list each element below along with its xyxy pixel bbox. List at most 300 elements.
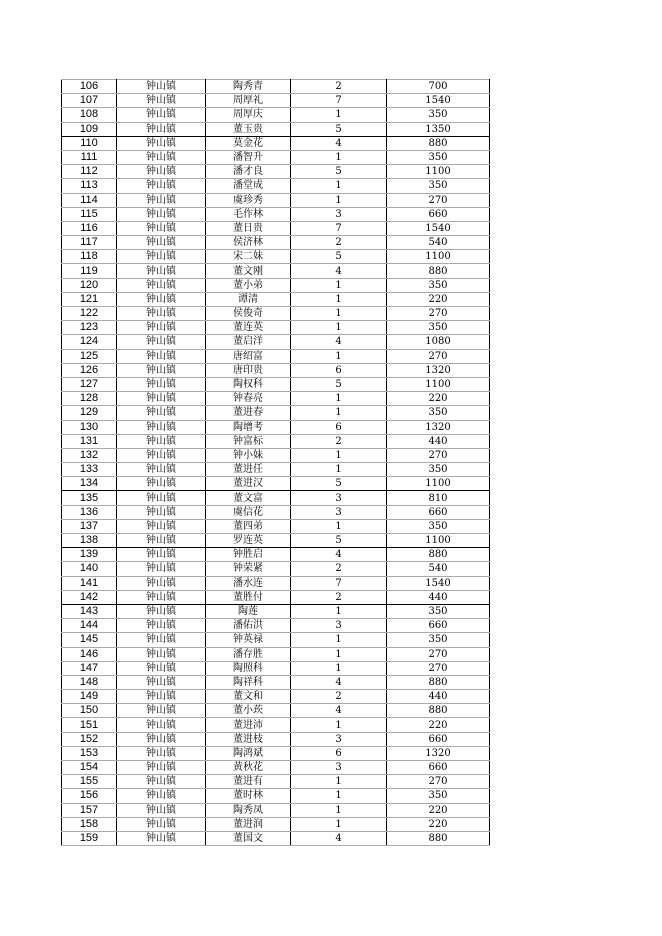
count-cell: 5 xyxy=(291,165,387,179)
amount-cell: 440 xyxy=(387,690,490,704)
row-number-cell: 120 xyxy=(62,278,117,292)
amount-cell: 350 xyxy=(387,789,490,803)
name-cell: 宋二妹 xyxy=(206,250,291,264)
town-cell: 钟山镇 xyxy=(117,236,206,250)
row-number-cell: 138 xyxy=(62,534,117,548)
amount-cell: 350 xyxy=(387,108,490,122)
name-cell: 董小莰 xyxy=(206,704,291,718)
table-row xyxy=(62,519,490,533)
count-cell: 3 xyxy=(291,207,387,221)
name-cell: 董连英 xyxy=(206,321,291,335)
row-number-cell: 118 xyxy=(62,250,117,264)
name-cell: 陶莲 xyxy=(206,604,291,618)
name-cell: 董启洋 xyxy=(206,335,291,349)
table-row xyxy=(62,448,490,462)
row-number-cell: 128 xyxy=(62,392,117,406)
table-row xyxy=(62,704,490,718)
count-cell: 1 xyxy=(291,349,387,363)
town-cell: 钟山镇 xyxy=(117,505,206,519)
name-cell: 潘佑洪 xyxy=(206,619,291,633)
name-cell: 谭清 xyxy=(206,292,291,306)
name-cell: 董时林 xyxy=(206,789,291,803)
amount-cell: 1100 xyxy=(387,250,490,264)
name-cell: 潘堂成 xyxy=(206,179,291,193)
amount-cell: 270 xyxy=(387,661,490,675)
table-row xyxy=(62,718,490,732)
town-cell: 钟山镇 xyxy=(117,817,206,831)
table-row xyxy=(62,221,490,235)
name-cell: 钟英禄 xyxy=(206,633,291,647)
table-row xyxy=(62,236,490,250)
table-row xyxy=(62,633,490,647)
town-cell: 钟山镇 xyxy=(117,335,206,349)
amount-cell: 350 xyxy=(387,321,490,335)
name-cell: 董小弟 xyxy=(206,278,291,292)
name-cell: 潘存胜 xyxy=(206,647,291,661)
count-cell: 2 xyxy=(291,562,387,576)
town-cell: 钟山镇 xyxy=(117,321,206,335)
count-cell: 1 xyxy=(291,278,387,292)
town-cell: 钟山镇 xyxy=(117,250,206,264)
row-number-cell: 113 xyxy=(62,179,117,193)
name-cell: 董进春 xyxy=(206,406,291,420)
name-cell: 钟春亮 xyxy=(206,392,291,406)
town-cell: 钟山镇 xyxy=(117,122,206,136)
count-cell: 5 xyxy=(291,377,387,391)
count-cell: 1 xyxy=(291,647,387,661)
count-cell: 5 xyxy=(291,122,387,136)
count-cell: 1 xyxy=(291,150,387,164)
row-number-cell: 108 xyxy=(62,108,117,122)
table-row xyxy=(62,108,490,122)
row-number-cell: 136 xyxy=(62,505,117,519)
row-number-cell: 116 xyxy=(62,221,117,235)
table-row xyxy=(62,278,490,292)
name-cell: 陶增考 xyxy=(206,420,291,434)
count-cell: 1 xyxy=(291,307,387,321)
town-cell: 钟山镇 xyxy=(117,392,206,406)
table-row xyxy=(62,80,490,94)
table-row xyxy=(62,576,490,590)
amount-cell: 1100 xyxy=(387,477,490,491)
name-cell: 虞珍秀 xyxy=(206,193,291,207)
amount-cell: 1540 xyxy=(387,94,490,108)
town-cell: 钟山镇 xyxy=(117,831,206,845)
town-cell: 钟山镇 xyxy=(117,604,206,618)
row-number-cell: 122 xyxy=(62,307,117,321)
amount-cell: 660 xyxy=(387,207,490,221)
table-row xyxy=(62,136,490,150)
town-cell: 钟山镇 xyxy=(117,519,206,533)
count-cell: 6 xyxy=(291,420,387,434)
count-cell: 1 xyxy=(291,718,387,732)
row-number-cell: 119 xyxy=(62,264,117,278)
count-cell: 1 xyxy=(291,292,387,306)
amount-cell: 880 xyxy=(387,136,490,150)
table-row xyxy=(62,150,490,164)
name-cell: 钟富标 xyxy=(206,434,291,448)
amount-cell: 350 xyxy=(387,278,490,292)
amount-cell: 220 xyxy=(387,292,490,306)
name-cell: 陶权科 xyxy=(206,377,291,391)
name-cell: 董日贵 xyxy=(206,221,291,235)
count-cell: 4 xyxy=(291,704,387,718)
table-row xyxy=(62,420,490,434)
table-row xyxy=(62,307,490,321)
name-cell: 莫金花 xyxy=(206,136,291,150)
amount-cell: 270 xyxy=(387,775,490,789)
amount-cell: 660 xyxy=(387,761,490,775)
spreadsheet-table xyxy=(61,79,490,846)
row-number-cell: 144 xyxy=(62,619,117,633)
town-cell: 钟山镇 xyxy=(117,207,206,221)
town-cell: 钟山镇 xyxy=(117,292,206,306)
count-cell: 3 xyxy=(291,491,387,505)
table-row xyxy=(62,647,490,661)
row-number-cell: 146 xyxy=(62,647,117,661)
town-cell: 钟山镇 xyxy=(117,406,206,420)
table-row xyxy=(62,335,490,349)
count-cell: 7 xyxy=(291,576,387,590)
amount-cell: 880 xyxy=(387,704,490,718)
row-number-cell: 142 xyxy=(62,590,117,604)
amount-cell: 540 xyxy=(387,562,490,576)
table-row xyxy=(62,377,490,391)
town-cell: 钟山镇 xyxy=(117,690,206,704)
town-cell: 钟山镇 xyxy=(117,264,206,278)
town-cell: 钟山镇 xyxy=(117,377,206,391)
row-number-cell: 139 xyxy=(62,548,117,562)
amount-cell: 270 xyxy=(387,193,490,207)
row-number-cell: 107 xyxy=(62,94,117,108)
table-row xyxy=(62,165,490,179)
town-cell: 钟山镇 xyxy=(117,136,206,150)
amount-cell: 1320 xyxy=(387,746,490,760)
name-cell: 潘智升 xyxy=(206,150,291,164)
name-cell: 董文富 xyxy=(206,491,291,505)
amount-cell: 810 xyxy=(387,491,490,505)
row-number-cell: 141 xyxy=(62,576,117,590)
row-number-cell: 157 xyxy=(62,803,117,817)
row-number-cell: 155 xyxy=(62,775,117,789)
amount-cell: 350 xyxy=(387,463,490,477)
amount-cell: 660 xyxy=(387,505,490,519)
row-number-cell: 114 xyxy=(62,193,117,207)
table-row xyxy=(62,406,490,420)
table-row xyxy=(62,690,490,704)
row-number-cell: 126 xyxy=(62,363,117,377)
table-row xyxy=(62,264,490,278)
amount-cell: 1320 xyxy=(387,420,490,434)
table-row xyxy=(62,292,490,306)
count-cell: 7 xyxy=(291,221,387,235)
town-cell: 钟山镇 xyxy=(117,590,206,604)
row-number-cell: 132 xyxy=(62,448,117,462)
table-row xyxy=(62,562,490,576)
row-number-cell: 149 xyxy=(62,690,117,704)
row-number-cell: 137 xyxy=(62,519,117,533)
amount-cell: 880 xyxy=(387,264,490,278)
name-cell: 陶祥科 xyxy=(206,675,291,689)
count-cell: 1 xyxy=(291,789,387,803)
row-number-cell: 115 xyxy=(62,207,117,221)
count-cell: 3 xyxy=(291,505,387,519)
count-cell: 1 xyxy=(291,108,387,122)
count-cell: 2 xyxy=(291,236,387,250)
town-cell: 钟山镇 xyxy=(117,619,206,633)
table-row xyxy=(62,207,490,221)
name-cell: 董进润 xyxy=(206,817,291,831)
name-cell: 董进沛 xyxy=(206,718,291,732)
count-cell: 5 xyxy=(291,534,387,548)
town-cell: 钟山镇 xyxy=(117,775,206,789)
count-cell: 2 xyxy=(291,434,387,448)
amount-cell: 270 xyxy=(387,307,490,321)
row-number-cell: 147 xyxy=(62,661,117,675)
table-row xyxy=(62,94,490,108)
town-cell: 钟山镇 xyxy=(117,732,206,746)
town-cell: 钟山镇 xyxy=(117,94,206,108)
town-cell: 钟山镇 xyxy=(117,803,206,817)
table-row xyxy=(62,505,490,519)
name-cell: 虞信花 xyxy=(206,505,291,519)
count-cell: 5 xyxy=(291,477,387,491)
table-row xyxy=(62,675,490,689)
count-cell: 4 xyxy=(291,264,387,278)
row-number-cell: 112 xyxy=(62,165,117,179)
row-number-cell: 140 xyxy=(62,562,117,576)
amount-cell: 880 xyxy=(387,831,490,845)
amount-cell: 1100 xyxy=(387,534,490,548)
name-cell: 钟胜启 xyxy=(206,548,291,562)
amount-cell: 540 xyxy=(387,236,490,250)
table-row xyxy=(62,590,490,604)
amount-cell: 220 xyxy=(387,392,490,406)
row-number-cell: 111 xyxy=(62,150,117,164)
count-cell: 1 xyxy=(291,392,387,406)
row-number-cell: 148 xyxy=(62,675,117,689)
town-cell: 钟山镇 xyxy=(117,363,206,377)
amount-cell: 220 xyxy=(387,817,490,831)
town-cell: 钟山镇 xyxy=(117,761,206,775)
name-cell: 陶照科 xyxy=(206,661,291,675)
table-row xyxy=(62,122,490,136)
amount-cell: 220 xyxy=(387,803,490,817)
count-cell: 3 xyxy=(291,732,387,746)
table-row xyxy=(62,746,490,760)
row-number-cell: 124 xyxy=(62,335,117,349)
name-cell: 唐印贵 xyxy=(206,363,291,377)
table-row xyxy=(62,392,490,406)
name-cell: 董文和 xyxy=(206,690,291,704)
table-row xyxy=(62,321,490,335)
name-cell: 董文刚 xyxy=(206,264,291,278)
table-row xyxy=(62,463,490,477)
count-cell: 4 xyxy=(291,335,387,349)
town-cell: 钟山镇 xyxy=(117,704,206,718)
town-cell: 钟山镇 xyxy=(117,278,206,292)
amount-cell: 1100 xyxy=(387,377,490,391)
amount-cell: 270 xyxy=(387,448,490,462)
amount-cell: 660 xyxy=(387,732,490,746)
table-row xyxy=(62,434,490,448)
name-cell: 陶秀青 xyxy=(206,80,291,94)
count-cell: 1 xyxy=(291,817,387,831)
count-cell: 1 xyxy=(291,661,387,675)
table-body xyxy=(62,80,490,846)
count-cell: 1 xyxy=(291,179,387,193)
count-cell: 4 xyxy=(291,548,387,562)
amount-cell: 350 xyxy=(387,519,490,533)
table-row xyxy=(62,349,490,363)
town-cell: 钟山镇 xyxy=(117,548,206,562)
amount-cell: 350 xyxy=(387,604,490,618)
row-number-cell: 121 xyxy=(62,292,117,306)
count-cell: 2 xyxy=(291,590,387,604)
name-cell: 董进任 xyxy=(206,463,291,477)
amount-cell: 1100 xyxy=(387,165,490,179)
count-cell: 1 xyxy=(291,448,387,462)
count-cell: 1 xyxy=(291,193,387,207)
town-cell: 钟山镇 xyxy=(117,420,206,434)
table-row xyxy=(62,193,490,207)
town-cell: 钟山镇 xyxy=(117,746,206,760)
row-number-cell: 133 xyxy=(62,463,117,477)
table-row xyxy=(62,817,490,831)
town-cell: 钟山镇 xyxy=(117,193,206,207)
count-cell: 1 xyxy=(291,775,387,789)
name-cell: 董进有 xyxy=(206,775,291,789)
count-cell: 2 xyxy=(291,690,387,704)
count-cell: 4 xyxy=(291,831,387,845)
town-cell: 钟山镇 xyxy=(117,349,206,363)
amount-cell: 1080 xyxy=(387,335,490,349)
name-cell: 黄秋花 xyxy=(206,761,291,775)
town-cell: 钟山镇 xyxy=(117,434,206,448)
row-number-cell: 127 xyxy=(62,377,117,391)
amount-cell: 880 xyxy=(387,675,490,689)
town-cell: 钟山镇 xyxy=(117,150,206,164)
amount-cell: 1540 xyxy=(387,576,490,590)
town-cell: 钟山镇 xyxy=(117,562,206,576)
table-row xyxy=(62,491,490,505)
count-cell: 1 xyxy=(291,463,387,477)
count-cell: 1 xyxy=(291,321,387,335)
name-cell: 董进枝 xyxy=(206,732,291,746)
row-number-cell: 106 xyxy=(62,80,117,94)
row-number-cell: 109 xyxy=(62,122,117,136)
table-row xyxy=(62,477,490,491)
amount-cell: 440 xyxy=(387,590,490,604)
town-cell: 钟山镇 xyxy=(117,108,206,122)
name-cell: 侯济林 xyxy=(206,236,291,250)
count-cell: 3 xyxy=(291,619,387,633)
table-row xyxy=(62,775,490,789)
name-cell: 潘水连 xyxy=(206,576,291,590)
amount-cell: 220 xyxy=(387,718,490,732)
row-number-cell: 154 xyxy=(62,761,117,775)
count-cell: 5 xyxy=(291,250,387,264)
count-cell: 1 xyxy=(291,604,387,618)
amount-cell: 1320 xyxy=(387,363,490,377)
amount-cell: 880 xyxy=(387,548,490,562)
row-number-cell: 145 xyxy=(62,633,117,647)
town-cell: 钟山镇 xyxy=(117,463,206,477)
table-row xyxy=(62,363,490,377)
name-cell: 陶秀凤 xyxy=(206,803,291,817)
name-cell: 罗连英 xyxy=(206,534,291,548)
name-cell: 陶鸿斌 xyxy=(206,746,291,760)
town-cell: 钟山镇 xyxy=(117,165,206,179)
row-number-cell: 123 xyxy=(62,321,117,335)
amount-cell: 700 xyxy=(387,80,490,94)
row-number-cell: 125 xyxy=(62,349,117,363)
count-cell: 4 xyxy=(291,675,387,689)
row-number-cell: 131 xyxy=(62,434,117,448)
row-number-cell: 156 xyxy=(62,789,117,803)
name-cell: 董国文 xyxy=(206,831,291,845)
name-cell: 董四弟 xyxy=(206,519,291,533)
count-cell: 4 xyxy=(291,136,387,150)
town-cell: 钟山镇 xyxy=(117,576,206,590)
amount-cell: 1350 xyxy=(387,122,490,136)
count-cell: 3 xyxy=(291,761,387,775)
row-number-cell: 151 xyxy=(62,718,117,732)
amount-cell: 350 xyxy=(387,179,490,193)
name-cell: 潘才良 xyxy=(206,165,291,179)
table-row xyxy=(62,534,490,548)
row-number-cell: 130 xyxy=(62,420,117,434)
table-row xyxy=(62,179,490,193)
name-cell: 周厚庆 xyxy=(206,108,291,122)
town-cell: 钟山镇 xyxy=(117,80,206,94)
row-number-cell: 135 xyxy=(62,491,117,505)
table-row xyxy=(62,761,490,775)
count-cell: 2 xyxy=(291,80,387,94)
town-cell: 钟山镇 xyxy=(117,647,206,661)
table-row xyxy=(62,803,490,817)
row-number-cell: 143 xyxy=(62,604,117,618)
amount-cell: 270 xyxy=(387,349,490,363)
amount-cell: 350 xyxy=(387,633,490,647)
amount-cell: 350 xyxy=(387,406,490,420)
town-cell: 钟山镇 xyxy=(117,789,206,803)
table-row xyxy=(62,619,490,633)
amount-cell: 440 xyxy=(387,434,490,448)
table-row xyxy=(62,789,490,803)
name-cell: 钟荣紧 xyxy=(206,562,291,576)
name-cell: 钟小妹 xyxy=(206,448,291,462)
count-cell: 6 xyxy=(291,363,387,377)
table-row xyxy=(62,250,490,264)
town-cell: 钟山镇 xyxy=(117,534,206,548)
name-cell: 董进汉 xyxy=(206,477,291,491)
table-row xyxy=(62,831,490,845)
row-number-cell: 159 xyxy=(62,831,117,845)
town-cell: 钟山镇 xyxy=(117,307,206,321)
table-row xyxy=(62,604,490,618)
name-cell: 侯俊奇 xyxy=(206,307,291,321)
row-number-cell: 117 xyxy=(62,236,117,250)
row-number-cell: 150 xyxy=(62,704,117,718)
row-number-cell: 153 xyxy=(62,746,117,760)
row-number-cell: 152 xyxy=(62,732,117,746)
town-cell: 钟山镇 xyxy=(117,718,206,732)
count-cell: 1 xyxy=(291,406,387,420)
town-cell: 钟山镇 xyxy=(117,179,206,193)
row-number-cell: 134 xyxy=(62,477,117,491)
table-row xyxy=(62,661,490,675)
